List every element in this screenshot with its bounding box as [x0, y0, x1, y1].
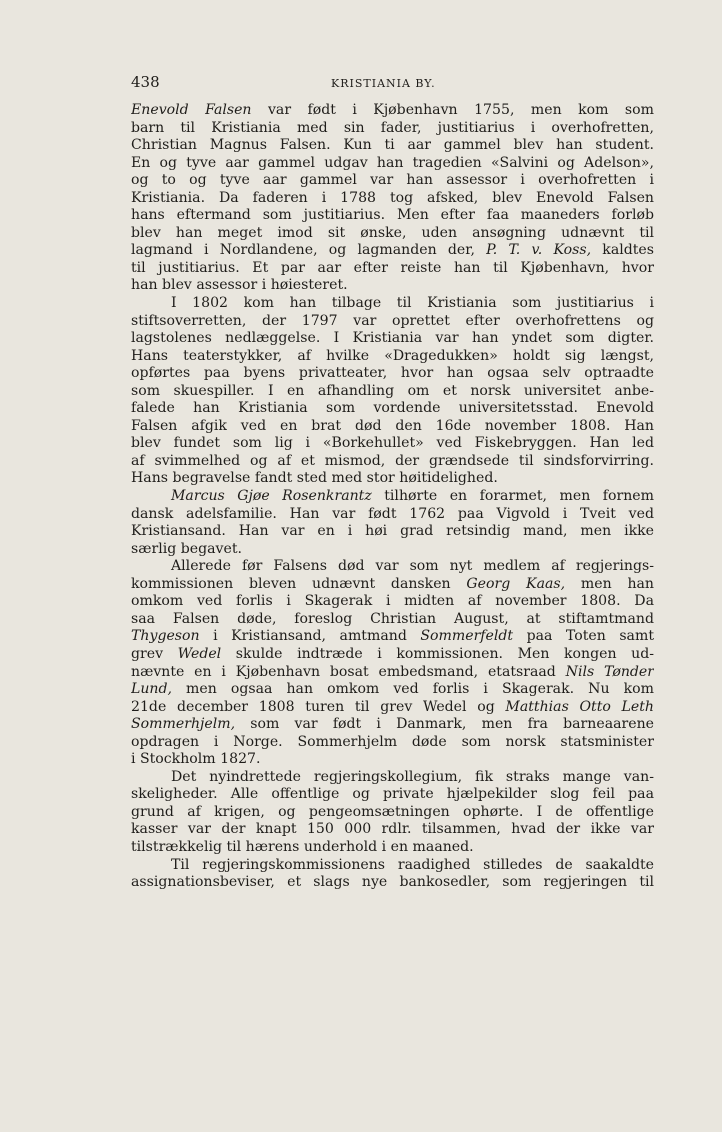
text-segment: Christian Magnus Falsen. Kun ti aar gammel blev han student.	[131, 137, 654, 154]
text-segment: grund af krigen, og pengeomsætningen ophørte. I de offentlige	[131, 803, 654, 820]
text-segment: særlig begavet.	[131, 540, 242, 557]
text-line	[131, 295, 654, 313]
page-number: 438	[131, 73, 160, 91]
italic-name: Georg Kaas,	[466, 575, 566, 592]
text-segment: opdragen i Norge. Sommerhjelm døde som norsk statsminister	[131, 733, 654, 750]
running-head: KRISTIANIA BY.	[331, 77, 436, 90]
text-segment: blev han meget imod sit ønske, uden ansøgning udnævnt til	[131, 224, 654, 241]
text-line	[131, 699, 654, 717]
text-segment: Hans begravelse fandt sted med stor høitidelighed.	[131, 470, 498, 487]
text-line	[131, 874, 654, 892]
text-line	[131, 120, 654, 138]
text-segment: var født i Kjøbenhavn 1755, men kom som	[251, 102, 654, 118]
text-segment: Til regjeringskommissionens raadighed stilledes de saakaldte	[171, 856, 654, 873]
text-segment: assignationsbeviser, et slags nye bankosedler, som regjeringen til	[131, 874, 654, 891]
text-segment: nævnte en i Kjøbenhavn bosat embedsmand, etatsraad	[131, 663, 566, 680]
text-segment: kaldtes	[591, 242, 654, 259]
text-segment: I 1802 kom han tilbage til Kristiania som justitiarius i	[171, 295, 654, 312]
text-segment: 21de december 1808 turen til grev Wedel og	[131, 698, 506, 715]
text-line	[131, 260, 654, 278]
text-segment: saa Falsen døde, foreslog Christian August, at stiftamtmand	[131, 610, 654, 627]
text-segment: han blev assessor i høiesteret.	[131, 277, 348, 294]
text-segment: omkom ved forlis i Skagerak i midten af november 1808. Da	[131, 593, 654, 610]
text-segment: kasser var der knapt 150 000 rdlr. tilsammen, hvad der ikke var	[131, 821, 654, 838]
italic-name: Wedel	[177, 645, 222, 662]
text-segment: men ogsaa han omkom ved forlis i Skagerak. Nu kom	[172, 681, 654, 698]
text-line	[131, 330, 654, 348]
text-line	[131, 453, 654, 471]
text-line	[131, 470, 654, 488]
text-line	[131, 541, 654, 559]
italic-name: Marcus Gjøe Rosenkrantz	[171, 488, 372, 505]
text-segment: i Stockholm 1827.	[131, 751, 261, 768]
text-segment: stiftsoverretten, der 1797 var oprettet efter overhofrettens og	[131, 312, 654, 329]
italic-name: Lund,	[131, 681, 173, 698]
text-line	[131, 804, 654, 822]
italic-name: Enevold Falsen	[131, 102, 252, 118]
text-line	[131, 506, 654, 524]
text-segment: i Kristiansand, amtmand	[199, 628, 421, 645]
text-line	[131, 348, 654, 366]
text-segment: og to og tyve aar gammel var han assessor i overhofretten i	[131, 172, 654, 189]
text-segment: grev	[131, 645, 178, 662]
text-segment: Kristiania. Da faderen i 1788 tog afsked, blev Enevold Falsen	[131, 189, 654, 206]
text-line	[131, 558, 654, 576]
text-line	[131, 155, 654, 173]
text-segment: tilhørte en forarmet, men fornem	[371, 488, 654, 505]
text-segment: lagstolenes nedlæggelse. I Kristiania var han yndet som digter.	[131, 330, 654, 347]
text-segment: skeligheder. Alle offentlige og private hjælpekilder slog feil paa	[131, 786, 654, 803]
text-segment: kommissionen bleven udnævnt dansken	[131, 575, 467, 592]
text-line	[131, 418, 654, 436]
text-segment: Kristiansand. Han var en i høi grad retsindig mand, men ikke	[131, 523, 654, 540]
text-line	[131, 313, 654, 331]
text-line	[131, 242, 654, 260]
text-line	[131, 821, 654, 839]
text-line	[131, 664, 654, 682]
text-line	[131, 576, 654, 594]
text-line	[131, 383, 654, 401]
text-line	[131, 628, 654, 646]
text-line	[131, 190, 654, 208]
text-segment: hans eftermand som justitiarius. Men efter faa maaneders forløb	[131, 207, 654, 224]
text-segment: skulde indtræde i kommissionen. Men kongen ud-	[221, 645, 654, 662]
text-segment: Allerede før Falsens død var som nyt medlem af regjerings-	[171, 558, 654, 575]
text-line	[131, 137, 654, 155]
italic-name: Matthias Otto Leth	[505, 698, 654, 715]
text-segment: men han	[565, 575, 654, 592]
text-segment: Det nyindrettede regjeringskollegium, fik straks mange van-	[171, 768, 654, 785]
text-line	[131, 716, 654, 734]
text-segment: opførtes paa byens privatteater, hvor han ogsaa selv optraadte	[131, 365, 654, 382]
text-line	[131, 646, 654, 664]
body-text	[131, 102, 654, 892]
text-line	[131, 681, 654, 699]
text-segment: Falsen afgik ved en brat død den 16de november 1808. Han	[131, 417, 654, 434]
text-segment: som skuespiller. I en afhandling om et norsk universitet anbe-	[131, 382, 654, 399]
italic-name: P. T. v. Koss,	[486, 242, 592, 259]
text-line	[131, 857, 654, 875]
text-line	[131, 488, 654, 506]
text-line	[131, 435, 654, 453]
text-segment: barn til Kristiania med sin fader, justitiarius i overhofretten,	[131, 119, 654, 136]
text-segment: dansk adelsfamilie. Han var født 1762 paa Vigvold i Tveit ved	[131, 505, 654, 522]
text-segment: til justitiarius. Et par aar efter reiste han til Kjøbenhavn, hvor	[131, 259, 654, 276]
text-line	[131, 365, 654, 383]
italic-name: Sommerhjelm,	[131, 716, 236, 733]
text-line	[131, 172, 654, 190]
italic-name: Thygeson	[131, 628, 200, 645]
text-segment: af svimmelhed og af et mismod, der grændsede til sindsforvirring.	[131, 452, 654, 469]
text-segment: paa Toten samt	[513, 628, 654, 645]
text-segment: tilstrækkelig til hærens underhold i en maaned.	[131, 838, 474, 855]
text-line	[131, 839, 654, 857]
text-line	[131, 593, 654, 611]
italic-name: Sommerfeldt	[420, 628, 514, 645]
text-line	[131, 734, 654, 752]
page-header	[131, 73, 651, 97]
text-segment: som var født i Danmark, men fra barneaarene	[235, 716, 654, 733]
text-line	[131, 611, 654, 629]
text-segment: lagmand i Nordlandene, og lagmanden der,	[131, 242, 487, 259]
text-line	[131, 277, 654, 295]
text-line	[131, 751, 654, 769]
text-line	[131, 400, 654, 418]
italic-name: Nils Tønder	[565, 663, 654, 680]
text-segment: blev fundet som lig i «Borkehullet» ved Fiskebryggen. Han led	[131, 435, 654, 452]
text-segment: En og tyve aar gammel udgav han tragedien «Salvini og Adelson»,	[131, 154, 654, 171]
text-line	[131, 769, 654, 787]
text-segment: Hans teaterstykker, af hvilke «Dragedukken» holdt sig længst,	[131, 347, 654, 364]
text-line	[131, 102, 654, 120]
text-line	[131, 207, 654, 225]
text-line	[131, 786, 654, 804]
text-line	[131, 225, 654, 243]
text-segment: falede han Kristiania som vordende universitetsstad. Enevold	[131, 400, 654, 417]
text-line	[131, 523, 654, 541]
